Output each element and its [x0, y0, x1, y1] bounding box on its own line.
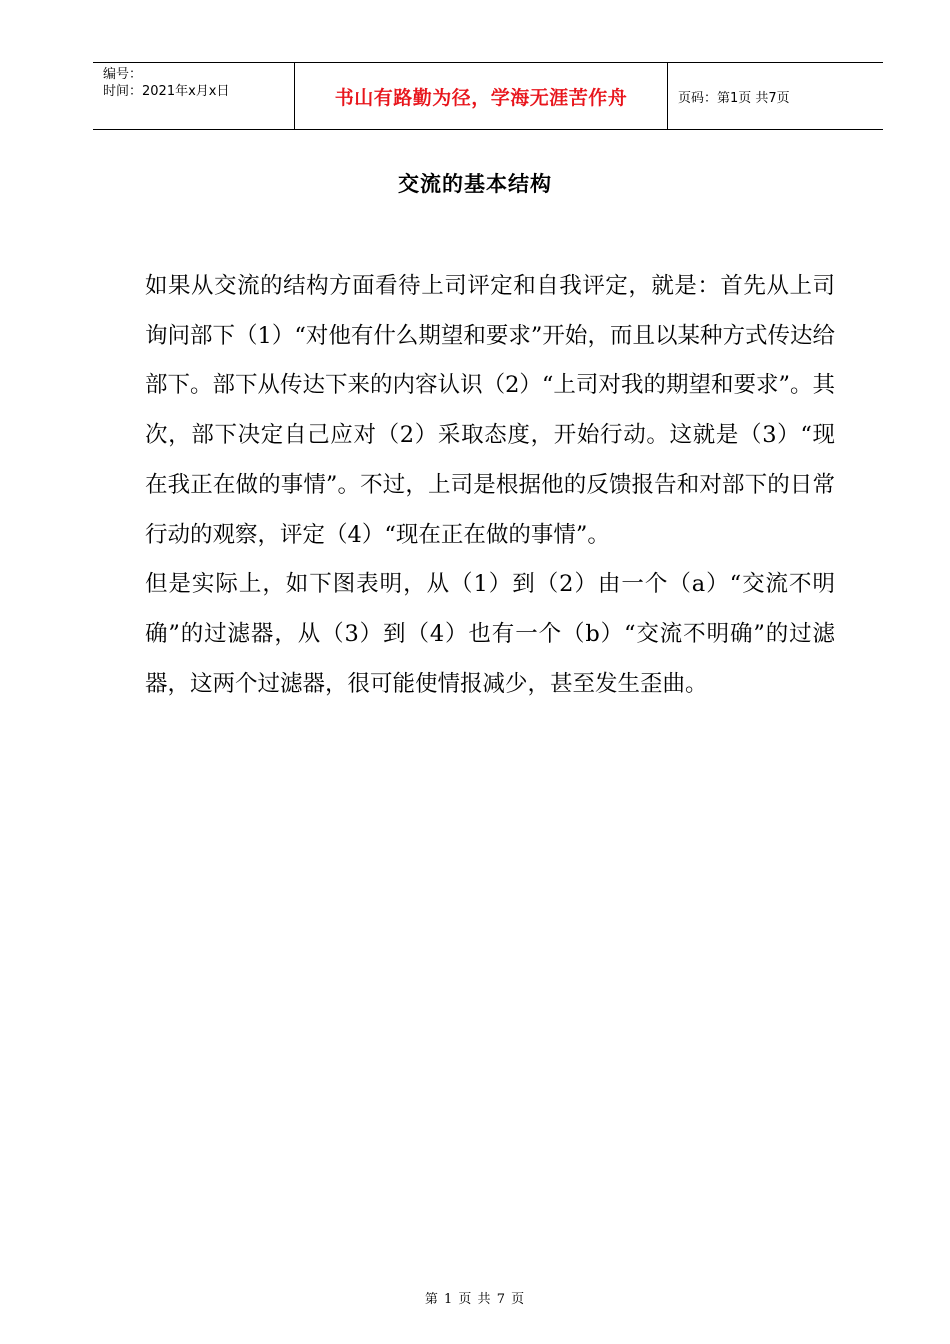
page-footer: 第 1 页 共 7 页 [424, 1292, 526, 1307]
header-page-number: 页码：第1页 共7页 [678, 90, 790, 106]
header-meta-cell [93, 63, 295, 129]
header-motto: 书山有路勤为径，学海无涯苦作舟 [334, 86, 628, 109]
body-paragraph-1: 如果从交流的结构方面看待上司评定和自我评定，就是：首先从上司询问部下（1）“对他有什么期望和要求”开始，而且以某种方式传达给部下。部下从传达下来的内容认识（2）“上司对我的期望和要求”。其次，部下决定自己应对（2）采取态度，开始行动。这就是（3）“现在我正在做的事情”。不过，上司是根据他的反馈报告和对部下的日常行动的观察，评定（4）“现在正在做的事情”。 [145, 273, 835, 548]
header-page-cell [668, 63, 883, 129]
page-header [93, 62, 883, 130]
document-time-label: 时间：2021年x月x日 [103, 84, 230, 99]
header-motto-cell [295, 63, 668, 129]
document-title: 交流的基本结构 [398, 172, 552, 196]
document-number-label: 编号： [103, 67, 143, 82]
document-body [145, 262, 835, 709]
body-paragraph-2: 但是实际上，如下图表明，从（1）到（2）由一个（a）“交流不明确”的过滤器，从（3）到（4）也有一个（b）“交流不明确”的过滤器，这两个过滤器，很可能使情报减少，甚至发生歪曲。 [145, 571, 835, 697]
